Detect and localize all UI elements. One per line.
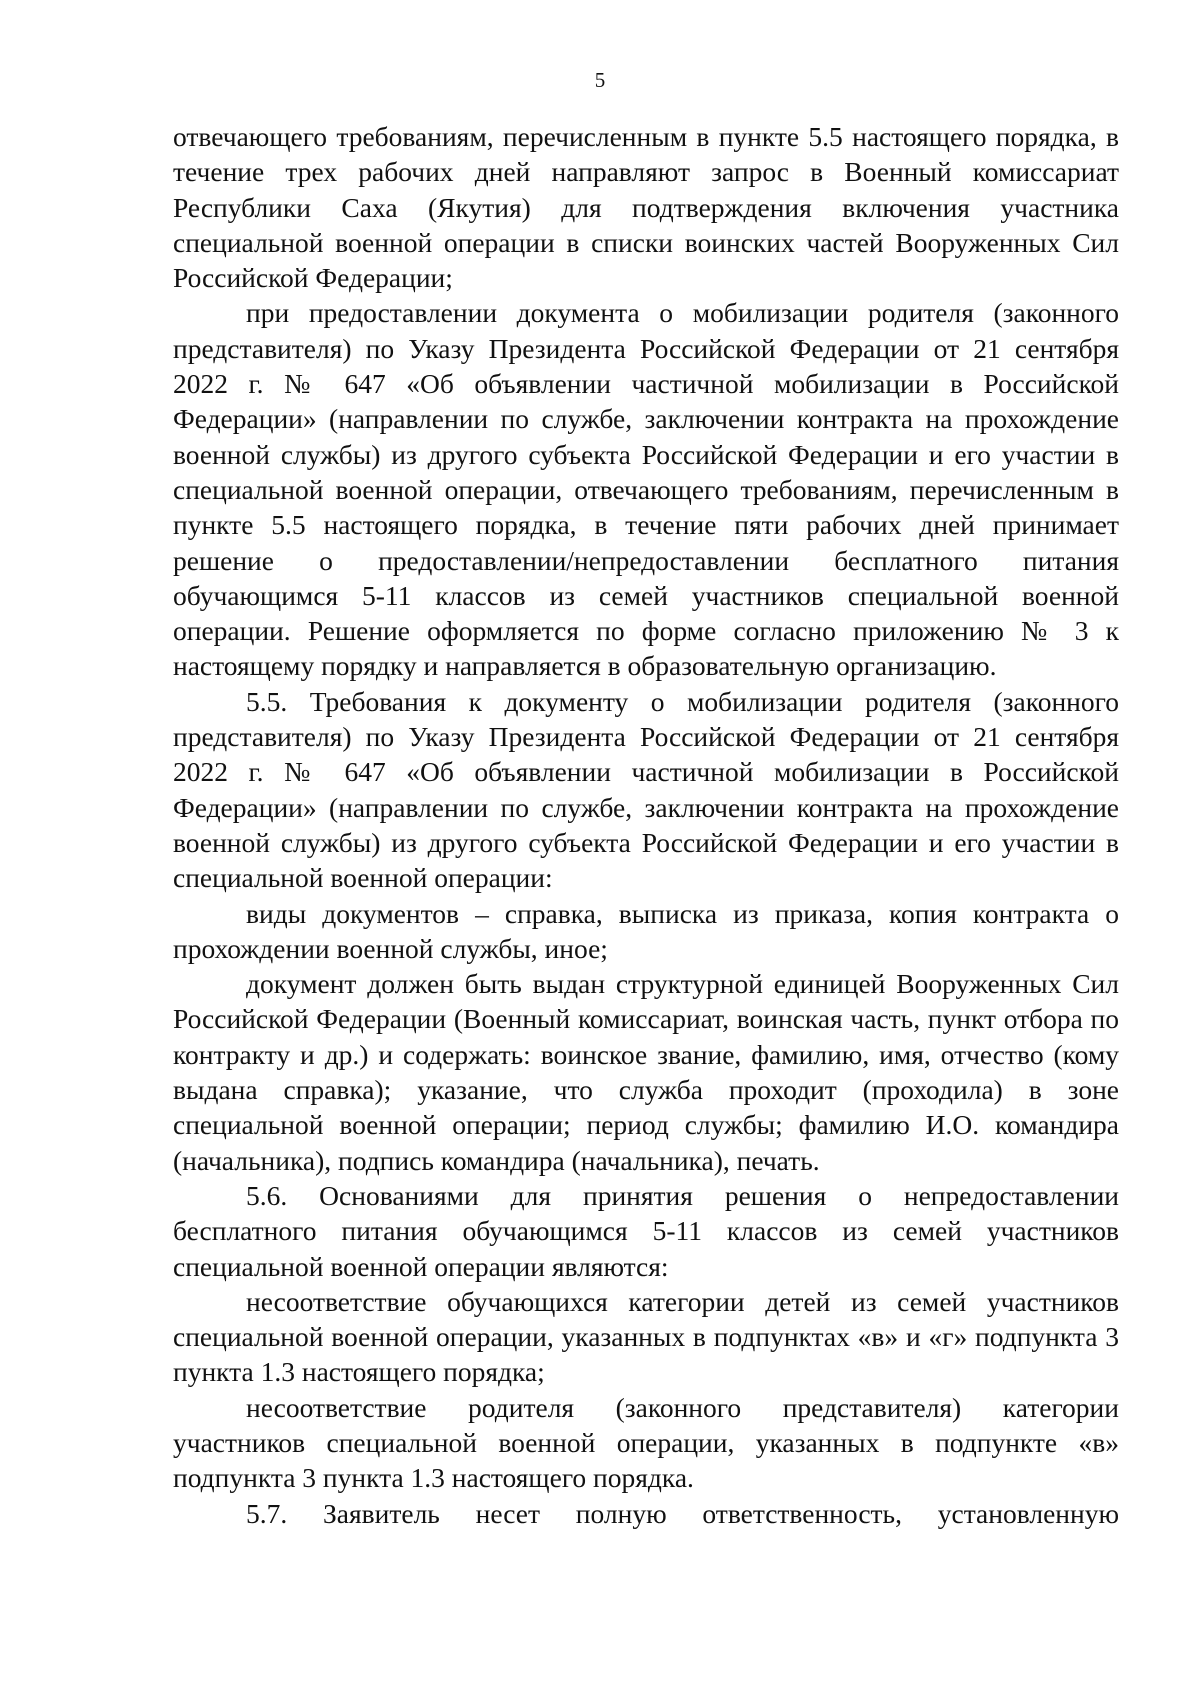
- paragraph-5-6-grounds: 5.6. Основаниями для принятия решения о непредоставлении бесплатного питания обучающимся 5-11 классов из семей участников специальной военной операции являются:: [173, 1179, 1119, 1282]
- paragraph-document-issuer: документ должен быть выдан структурной единицей Вооруженных Сил Российской Федерации (Военный комиссариат, воинская часть, пункт отбора по контракту и др.) и содержать: воинское звание, фамилию, имя, отчество (кому выдана справка); указание, что служба проходит (проходила) в зоне специальной военной операции; период службы; фамилию И.О. командира (начальника), подпись командира (начальника), печать.: [173, 968, 1119, 1176]
- paragraph-document-types: виды документов – справка, выписка из приказа, копия контракта о прохождении военной службы, иное;: [173, 897, 1119, 964]
- paragraph-continuation: отвечающего требованиям, перечисленным в пункте 5.5 настоящего порядка, в течение трех рабочих дней направляют запрос в Военный комиссариат Республики Саха (Якутия) для подтверждения включения участника специальной военной операции в списки воинских частей Вооруженных Сил Российской Федерации;: [173, 121, 1119, 294]
- paragraph-5-5-requirements: 5.5. Требования к документу о мобилизации родителя (законного представителя) по Указу Президента Российской Федерации от 21 сентября 2022 г. № 647 «Об объявлении частичной мобилизации в Российской Федерации» (направлении по службе, заключении контракта на прохождение военной службы) из другого субъекта Российской Федерации и его участии в специальной военной операции:: [173, 685, 1119, 894]
- document-body: [173, 119, 1119, 1531]
- page-number: 5: [594, 68, 606, 92]
- paragraph-parent-mismatch: несоответствие родителя (законного представителя) категории участников специальной военной операции, указанных в подпункте «в» подпункта 3 пункта 1.3 настоящего порядка.: [173, 1391, 1119, 1494]
- paragraph-5-7-responsibility: 5.7. Заявитель несет полную ответственность, установленную: [246, 1497, 1119, 1529]
- paragraph-students-mismatch: несоответствие обучающихся категории детей из семей участников специальной военной операции, указанных в подпунктах «в» и «г» подпункта 3 пункта 1.3 настоящего порядка;: [173, 1285, 1119, 1388]
- paragraph-document-mobilization: при предоставлении документа о мобилизации родителя (законного представителя) по Указу Президента Российской Федерации от 21 сентября 2022 г. № 647 «Об объявлении частичной мобилизации в Российской Федерации» (направлении по службе, заключении контракта на прохождение военной службы) из другого субъекта Российской Федерации и его участии в специальной военной операции, отвечающего требованиям, перечисленным в пункте 5.5 настоящего порядка, в течение пяти рабочих дней принимает решение о предоставлении/непредоставлении бесплатного питания обучающимся 5-11 классов из семей участников специальной военной операции. Решение оформляется по форме согласно приложению № 3 к настоящему порядку и направляется в образовательную организацию.: [173, 297, 1119, 682]
